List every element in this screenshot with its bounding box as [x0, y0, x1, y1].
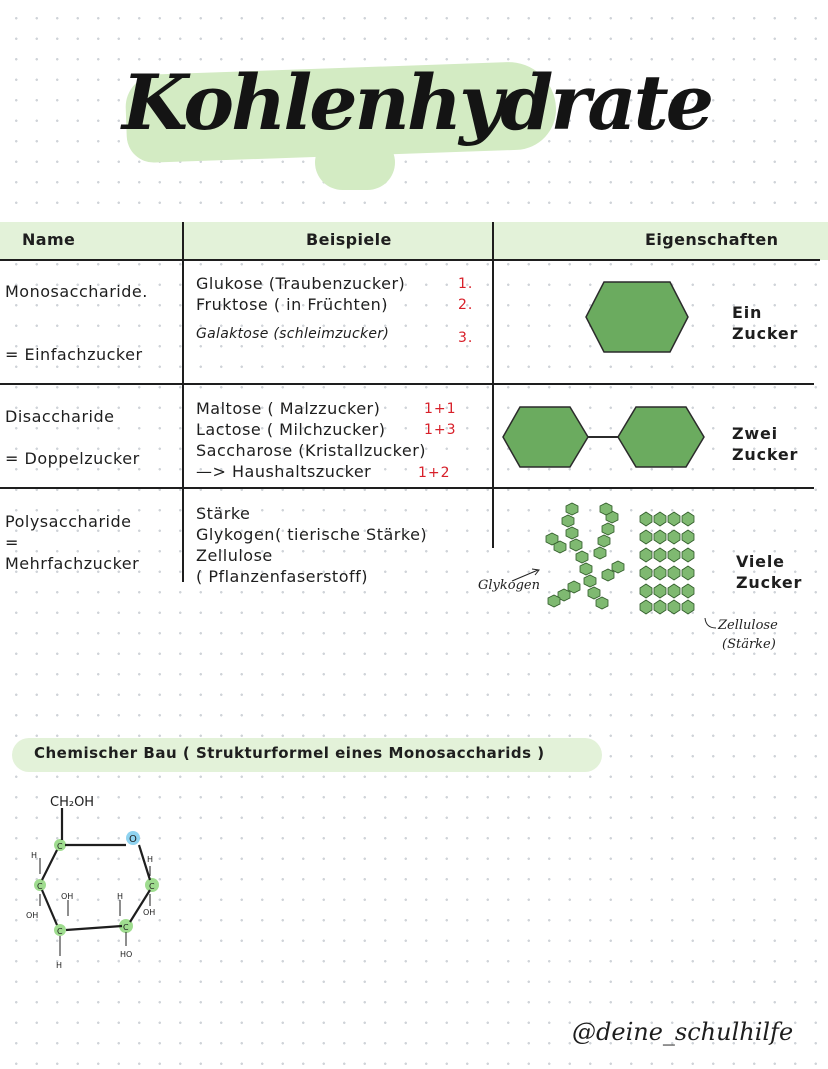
- row2-example-3: Saccharose (Kristallzucker): [196, 441, 427, 460]
- ring-oxygen: O: [129, 834, 137, 845]
- row2-example-4: —> Haushaltszucker: [196, 462, 372, 481]
- row3-example-2: Glykogen( tierische Stärke): [196, 525, 428, 544]
- hexagon-pair-icon: [500, 404, 710, 470]
- row3-property-2: Zucker: [736, 573, 803, 592]
- row2-mark-2: 1+3: [424, 422, 457, 438]
- header-properties: Eigenschaften: [645, 230, 779, 249]
- ch2oh-label: CH₂OH: [50, 795, 95, 810]
- glycogen-label: Glykogen: [478, 578, 540, 593]
- substituent-h-left-bottom: H: [56, 961, 63, 970]
- row1-mark-2: 2.: [458, 297, 474, 313]
- table-line-header: [0, 259, 820, 261]
- row3-example-3: Zellulose: [196, 546, 273, 565]
- header-name: Name: [22, 230, 76, 249]
- ring-carbon-4: C: [57, 927, 63, 936]
- row3-example-1: Stärke: [196, 504, 251, 523]
- row2-example-1: Maltose ( Malzzucker): [196, 399, 381, 418]
- ring-carbon-5: C: [123, 923, 129, 932]
- row1-alias: = Einfachzucker: [5, 345, 143, 364]
- row1-name: Monosaccharide.: [5, 282, 148, 301]
- row3-example-4: ( Pflanzenfaserstoff): [196, 567, 368, 586]
- table-divider-1: [182, 222, 184, 582]
- row2-mark-1: 1+1: [424, 401, 457, 417]
- row2-example-2: Lactose ( Milchzucker): [196, 420, 386, 439]
- row2-property-2: Zucker: [732, 445, 799, 464]
- row1-example-3: Galaktose (schleimzucker): [196, 326, 390, 342]
- cellulose-chain-icon: [636, 508, 708, 618]
- header-examples: Beispiele: [306, 230, 392, 249]
- author-handle: @deine_schulhilfe: [572, 1018, 794, 1046]
- row2-mark-4: 1+2: [418, 465, 451, 481]
- cellulose-label: Zellulose: [718, 618, 778, 633]
- title-area: [110, 40, 712, 190]
- row2-alias: = Doppelzucker: [5, 449, 140, 468]
- row3-property-1: Viele: [736, 552, 785, 571]
- row3-alias: Mehrfachzucker: [5, 554, 140, 573]
- substituent-h-inner: H: [117, 892, 124, 901]
- ring-carbon-3: C: [149, 882, 155, 891]
- row2-name: Disaccharide: [5, 407, 115, 426]
- starch-label: (Stärke): [722, 637, 776, 652]
- table-divider-2: [492, 222, 494, 548]
- substituent-oh-inner: OH: [61, 892, 74, 901]
- glucose-structure-diagram: [20, 790, 180, 980]
- row3-name: Polysaccharide: [5, 512, 132, 531]
- substituent-h-left-top: H: [31, 851, 38, 860]
- substituent-oh-right: OH: [143, 908, 156, 917]
- row1-example-2: Fruktose ( in Früchten): [196, 295, 389, 314]
- hexagon-single-icon: [582, 280, 692, 354]
- ring-carbon-2: C: [37, 882, 43, 891]
- substituent-h-right: H: [147, 855, 154, 864]
- row3-equals: =: [5, 533, 19, 552]
- substituent-ho-bottom: HO: [120, 950, 133, 959]
- page-title: Kohlenhydrate: [122, 58, 712, 147]
- table-line-row1: [0, 383, 814, 385]
- row2-property-1: Zwei: [732, 424, 778, 443]
- row1-property-1: Ein: [732, 303, 763, 322]
- glycogen-chain-icon: [540, 500, 630, 610]
- substituent-oh-left: OH: [26, 911, 39, 920]
- row1-property-2: Zucker: [732, 324, 799, 343]
- row1-example-1: Glukose (Traubenzucker): [196, 274, 406, 293]
- table-line-row2: [0, 487, 814, 489]
- section-title: Chemischer Bau ( Strukturformel eines Monosaccharids ): [34, 744, 545, 762]
- row1-mark-3: 3.: [458, 330, 474, 346]
- row1-mark-1: 1.: [458, 276, 474, 292]
- ring-carbon-1: C: [57, 842, 63, 851]
